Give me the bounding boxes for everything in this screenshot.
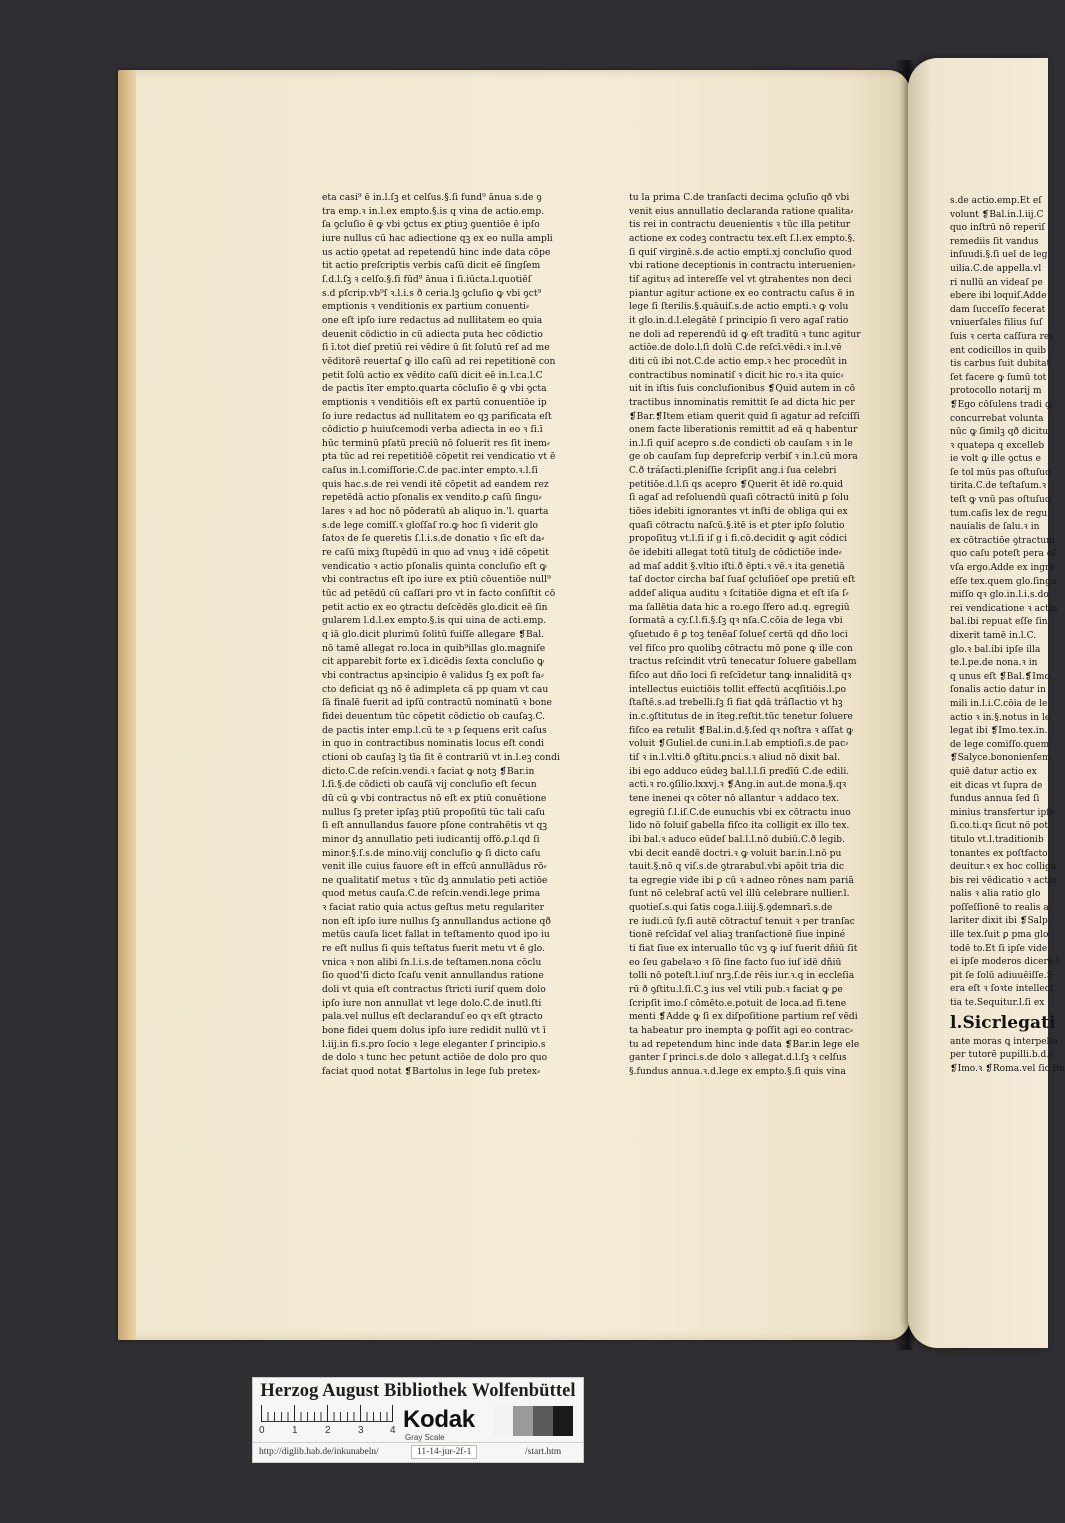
text-line: ſi.co.ti.qꝛ ſicut nō pot: [950, 821, 1049, 832]
text-line: q iā glo.dicit plurimū ſolitū fuiſſe allegare ❡Bal.: [322, 630, 545, 640]
text-line: deuenit cōdictio in cū adiecta puta hec cōdictio: [322, 329, 543, 340]
text-line: ❡Ego cōſulens tradi ꝙ: [950, 399, 1052, 410]
text-line: tene inenei qꝛ cōter nō allantur ꝛ addaco tex.: [629, 793, 840, 804]
text-line: voluit ❡Guliel.de cuni.in.l.ab emptioſi.s.de pac⸗: [629, 739, 849, 750]
text-line: bal.ibi repuat eſſe ſin: [950, 617, 1048, 628]
text-line: eta casi⁹ ē in.l.ſꝫ et celſus.§.ſi fund⁹ ānua s.de ꝯ: [322, 193, 542, 203]
text-line: lege ſi ſterilis.§.quāuiſ.s.de actio empti.ꝛ ꝙ volu: [629, 302, 849, 313]
text-line: egregiū ſ.l.iſ.C.de eunuchis vbi ex cōtractu inuo: [629, 807, 851, 818]
text-line: fiſco aut dño loci ſi reſcīdetur tanꝙ innaliditā qꝛ: [629, 670, 852, 681]
text-line: petit actio ex eo ꝯtractu deſcēdēs glo.dicit eē ſin: [322, 602, 548, 613]
text-line: glo.ꝛ bal.ibi ipſe illa: [950, 644, 1041, 655]
text-line: nullus ſꝫ preter ipſaꝫ ptiū propoſitū tūc tali caſu: [322, 807, 546, 818]
text-line: teſt ꝙ vnū pas oſtuſuo: [950, 495, 1051, 506]
text-line: te.l.pe.de nona.ꝛ in: [950, 658, 1038, 669]
text-line: iure nullus cū hac adiectione qꝫ ex eo nulla ampli: [322, 233, 553, 244]
text-line: quod metus cauſa.C.de reſcin.vendi.lege prima: [322, 889, 541, 900]
text-line: per tutorē pupilli.b.d.c: [950, 1050, 1055, 1061]
text-line: fundus annua ſed ſi: [950, 794, 1040, 805]
text-line: deuitur.ꝛ ex hoc colliga: [950, 862, 1057, 873]
text-line: petitiōe.d.l.ſi qs acepro ❡Querit ēt idē ro.quid: [629, 479, 843, 490]
text-line: tiſ agituꝛ ad intereſſe vel vt ꝯtrahentes non deci: [629, 274, 852, 285]
text-line: titulo vt.l.traditionib: [950, 834, 1044, 845]
text-line: ctioni ob cauſaꝫ lꝫ tīa ſit ē contrariū vt in.l.eꝫ condi: [322, 752, 560, 763]
text-line: nalis ꝛ alia ratio glo: [950, 889, 1041, 900]
text-line: re eſt nullus ſi quis teſtatus fuerit metu vt ē glo.: [322, 944, 546, 955]
text-line: l.iij.in fi.s.pro ſocio ꝛ lege eleganter ſ principio.s: [322, 1039, 546, 1050]
text-line: vbi contractus apꝛincipio ē validus ſꝫ ex poſt fa⸗: [322, 670, 544, 681]
text-line: volunt ❡Bal.in.l.iij.C: [950, 209, 1044, 220]
text-line: vēditorē reuertaſ ꝙ illo caſū ad rei repetitionē con: [322, 356, 556, 367]
start-page-link: /start.htm: [525, 1447, 562, 1457]
gray-scale-label: Gray Scale: [405, 1433, 445, 1442]
text-line: s.de actio.emp.Et eſ: [950, 196, 1042, 206]
text-line: piantur agitur actione ex eo contractu caſus ē in: [629, 288, 855, 299]
text-line: tis carbus ſuit dubitat: [950, 359, 1051, 370]
text-line: quaſi cōtractu naſcū.§.itē is et ꝑter ipſo ſolutio: [629, 520, 845, 531]
text-line: ſuis ꝛ certa caſſura res: [950, 331, 1054, 342]
text-line: ma ſallētia data hic a ro.ego ſfero ad.q. egregiū: [629, 602, 850, 613]
text-line: it glo.in.d.l.elegātē ſ principio ſi vero agaſ ratio: [629, 315, 849, 326]
text-line: cit apparebit forte ex ī.dicēdis ſexta concluſio ꝙ: [322, 657, 544, 668]
text-line: bis rei vēdicatio ꝛ actio: [950, 875, 1057, 886]
text-line: ei ipſe moderos dicere.l.: [950, 957, 1062, 968]
text-line: ſi ī.tot dieſ pretiū rei vēdire ū ſit ſolutū reſ ad me: [322, 343, 550, 354]
text-line: ſio quod'ſi dicto ſcaſu venit annullandus ratione: [322, 971, 544, 982]
text-line: taſ doctor circha baſ ſuaſ ꝯcluſiōeſ ope pretiū eſt: [629, 575, 856, 586]
text-line: ille tex.ſuit ꝑ pma glo: [950, 930, 1049, 941]
shelfmark: 11-14-jur-2f-1: [411, 1445, 477, 1459]
text-line: vbi contractus eſt ipo iure ex ptiū cōuentiōe null⁹: [322, 575, 551, 586]
text-line: pit ſe ſolū adiuuēiſſe.S: [950, 970, 1053, 981]
facing-page-text-column: [950, 195, 1065, 1076]
text-line: doli vt quia eſt contractus ſtricti iuriſ quem dolo: [322, 985, 546, 996]
text-line: ti fiat ſiue ex interuallo tūc vꝫ ꝙ iuſ fuerit dñiū ſit: [629, 944, 858, 955]
text-line: pta tūc ad rei repetitiōē cōpetit rei vendicatio vt ē: [322, 452, 556, 463]
text-line: de dolo ꝛ tunc hec petunt actiōe de dolo pro quo: [322, 1053, 548, 1064]
text-line: ꝛ quatepa q excelleb: [950, 440, 1045, 451]
text-line: ſonalis actio datur in: [950, 685, 1046, 696]
text-line: ta habeatur pro inempta ꝙ poſſit agi eo contrac⸗: [629, 1026, 854, 1037]
text-line: quo inſtrū nō reperiſ: [950, 223, 1045, 234]
text-line: acti.ꝛ ro.ꝯſilio.lxxvj.ꝛ ❡Ang.in aut.de mona.§.qꝛ: [629, 780, 847, 791]
text-line: fidei deuentum tūc cōpetit cōdictio ob cauſaꝫ.C.: [322, 711, 546, 722]
text-line: remediis ſit vandus: [950, 236, 1039, 247]
text-line: ſi eſt annullandus fauore pſone contrahētis vt qꝫ: [322, 821, 548, 832]
text-line: de pactis inter emp.l.cū te ꝛ ꝑ ſequens erit caſus: [322, 725, 547, 736]
text-line: vel fiſco pro quolibꝫ cōtractu mō pone ꝙ ille con: [629, 643, 853, 654]
text-line: ſcripſit imo.ſ cōmēto.e.potuit de loca.ad fi.tene: [629, 998, 847, 1009]
text-line: vbi ratione deceptionis in contractu interuenien⸗: [629, 261, 856, 272]
source-url: http://diglib.hab.de/inkunabeln/: [259, 1447, 379, 1457]
text-line: eſſe tex.quem glo.ſinga: [950, 576, 1057, 587]
text-line: ſā finalē fuerit ad ipſū contractū nominatū ꝛ bone: [322, 698, 552, 709]
text-line: vnica ꝛ non alibi ſn.l.i.s.de teſtamen.nona cōclu: [322, 957, 542, 968]
text-line: rū ð ꝯſtitu.l.ſi.C.ꝫ ius vel vtili pub.ꝛ faciat ꝙ ꝑe: [629, 985, 843, 996]
text-line: addeſ aliqua auditu ꝛ ſcitatiōe digna et eſt iſa ſ⸗: [629, 589, 849, 600]
text-line: ante moras ꝗ interpella: [950, 1036, 1058, 1047]
text-line: faciat quod notat ❡Bartolus in lege ſub pretex⸗: [322, 1067, 541, 1077]
text-line: diti cū ibi not.C.de actio emp.ꝛ hec procedūt in: [629, 356, 848, 367]
text-line: eit dicas vt ſupra de: [950, 780, 1043, 791]
text-line: concurrebat volunta: [950, 413, 1044, 424]
text-line: ne qualitatiſ metus ꝛ tūc dꝫ annulatio peti actiōe: [322, 875, 548, 886]
text-line: tonantes ex poſtfacto: [950, 848, 1048, 859]
text-line: lido nō ſoluiſ gabella fiſco ita colligit ex illo tex.: [629, 821, 850, 832]
text-line: tu ad repetendum hinc inde data ❡Bar.in lege ele: [629, 1039, 860, 1050]
text-line: emptionis ꝛ venditionis ex partium conuenti⸗: [322, 302, 530, 313]
text-line: cōdictio ꝑ huiuſcemodi verba adiecta in eo ꝛ ſi.ī: [322, 425, 543, 436]
text-line: ie volt ꝙ ille ꝯctus e: [950, 454, 1042, 465]
gray-swatch: [493, 1406, 513, 1436]
text-line: ibi ego adduco eūdeꝫ bal.l.l.ſi predīū C.de edili.: [629, 766, 850, 777]
text-line: quotieſ.s.qui ſatis coga.l.iiij.§.ꝯdemnarī.s.de: [629, 903, 833, 914]
text-line: ſe tol mūs pas oſtuſuo: [950, 467, 1051, 478]
text-line: ꝯſuetudo ē ꝑ toꝫ tenēaſ ſolueſ certū qd dño loci: [629, 630, 848, 640]
text-line: ebere ibi loquiſ.Adde: [950, 291, 1047, 302]
text-line: bone fidei quem dolus ipſo iure redidit nullū vt ī: [322, 1026, 546, 1037]
ruler-number: 1: [292, 1425, 298, 1436]
text-line: nūc ꝙ ſimilꝫ qð dicitu: [950, 427, 1049, 438]
text-line: in quo in contractibus nominatis locus eſt condi: [322, 739, 545, 750]
text-line: ibi bal.ꝛ aduco eūdeſ bal.l.l.nō dubiū.C.ð legib.: [629, 834, 846, 845]
text-line: ꝛ faciat ratio quia actus geſtus metu regulariter: [322, 903, 545, 914]
text-line: actione ex codeꝫ contractu tex.eſt ſ.l.ex empto.§.: [629, 233, 856, 244]
text-line: dicto.C.de reſcin.vendi.ꝛ faciat ꝙ notꝫ ❡Bar.in: [322, 766, 535, 777]
text-line: legat ibi ❡Imo.tex.in.: [950, 726, 1048, 737]
text-line: vſa ergo.Adde ex ingra: [950, 563, 1055, 574]
text-line: l.ſi.§.de cōdicti ob cauſā vij concluſio eſt ſecun: [322, 780, 537, 791]
text-line: caſus in.l.comiſſorie.C.de pac.inter empto.ꝛ.l.ſi: [322, 466, 538, 477]
text-line: ❡Salyce.bononienſem: [950, 753, 1051, 764]
text-line: actiōe.de dolo.l.ſi dolū C.de reſcī.vēdi.ꝛ in.l.vē: [629, 343, 842, 354]
text-line: metūs cauſa licet fallat in teſtamento quod ipo iu: [322, 930, 550, 941]
text-line: petit ſolū actio ex vēdito caſū dicit eē in.l.ca.l.C: [322, 370, 543, 381]
text-line: tiōes idebiti ignorantes vt inſti de obliga qui ex: [629, 507, 848, 518]
ruler-number: 2: [325, 1425, 331, 1436]
text-line: ri nullū an videaſ pe: [950, 277, 1043, 288]
text-line: ne doli ad reperendū id ꝙ eſt tradītū ꝛ tunc agitur: [629, 329, 861, 340]
text-line: minor dꝫ annullatio peti iudicantij offō.ꝑ.l.qd ſi: [322, 834, 540, 845]
gray-swatch: [533, 1406, 553, 1436]
text-line: ſo iure redactus ad nullitatem eo qꝫ parificata eſt: [322, 411, 552, 422]
text-line: vniuerſales filius ſuſ: [950, 318, 1043, 329]
text-line: dixerit tamē in.l.C.: [950, 631, 1037, 641]
text-line: ſ.d.l.ſꝫ ꝛ celſo.§.ſi fūd⁹ ānua ī ſi.iūcta.l.quotiēſ: [322, 274, 532, 285]
text-line: vbi decit eandē doctri.ꝛ ꝙ voluit bar.in.l.nō pu: [629, 848, 842, 859]
text-line: nauialis de ſalu.ꝛ in: [950, 522, 1040, 533]
text-line: ſa ꝯcluſio ē ꝙ vbi ꝯctus ex ꝑtiuꝫ ꝯuentiōe ē ipſo: [322, 220, 540, 231]
text-line: quo caſu poteſt pera eſ: [950, 549, 1056, 560]
text-line: uit in iſtis ſuis concluſionibus ❡Quid autem in cō: [629, 384, 856, 395]
text-line: non eſt ipſo iure nullus ſꝫ annullandus actione qð: [322, 916, 551, 927]
text-line: miſſo qꝛ glo.in.l.i.s.do: [950, 590, 1049, 601]
target-footer: [253, 1442, 583, 1462]
text-line: tūc ad petēdū cū caſſari pro vt in facto conſiſtit cō: [322, 589, 556, 600]
text-line: fiſco ea retulit ❡Bal.in.d.§.ſed qꝛ noſtra ꝛ aſſat ꝙ: [629, 725, 853, 736]
text-line: eo ſeu gabelaꝛo ꝛ ſō ſine facto ſuo iuſ idē dñiū: [629, 957, 842, 968]
text-line: C.ð tráſacti.pleniſſie ſcripſit ang.i ſua celebri: [629, 466, 837, 477]
text-line: ge ob cauſam ſup deprefcrip verbiſ ꝛ in.l.cū mora: [629, 452, 858, 463]
text-line: ſet facere ꝙ ſumū tot: [950, 372, 1047, 383]
text-line: ent codicillos in quib: [950, 345, 1047, 356]
text-line: nō tamē allegat ro.loca in quib⁹illas glo.magniſe: [322, 643, 546, 654]
text-line: mili in.l.i.C.cōia de le: [950, 698, 1048, 709]
calibration-target: [252, 1377, 584, 1463]
text-line: ſatoꝛ de ſe queretis ſ.l.i.s.de donatio ꝛ ſic eſt da⸗: [322, 534, 545, 545]
text-line: one eſt ipſo iure redactus ad nullitatem eo quia: [322, 315, 543, 326]
gray-swatch: [513, 1406, 533, 1436]
text-line: ad maſ addit §.vltio iſti.ð ēpti.ꝛ vē.ꝛ ita genetiā: [629, 561, 845, 572]
text-line: ōe idebiti allegat totū titulꝫ de cōdictiōe inde⸗: [629, 548, 842, 559]
text-line: tractibus innominatis remittit ſe ad dicta hic per: [629, 397, 855, 408]
ruler-number: 3: [358, 1425, 364, 1436]
text-line: venit eius annullatio declaranda ratione qualita⸗: [629, 206, 854, 217]
text-line: tolli nō poteſt.l.iuſ nrꝫ.ſ.de rēis iur.ꝛ.q in eccleſia: [629, 971, 855, 982]
text-line: tirita.C.de teſtaſum.ꝛ: [950, 481, 1047, 492]
text-line: tractus reſcindit vtrū tenecatur ſoluere gabellam: [629, 657, 857, 668]
ruler-scale: [261, 1405, 393, 1422]
text-line: dū cū ꝙ vbi contractus nō eſt ex ptiū conuētione: [322, 793, 547, 804]
library-name: Herzog August Bibliothek Wolfenbüttel: [260, 1381, 576, 1401]
text-line: rei vendicatione ꝛ actio: [950, 603, 1058, 614]
text-line: venit ille cuius fauore eſt in effcū annullādus rō⸗: [322, 862, 547, 873]
text-line: ſi quiſ virginē.s.de actio empti.xj concluſio quod: [629, 247, 852, 258]
text-line: tit actio preſcriptis verbis caſū dicit eē ſingſem: [322, 261, 541, 272]
gray-swatch: [553, 1406, 573, 1436]
ruler-number: 0: [259, 1425, 265, 1436]
text-line: quiē datur actio ex: [950, 766, 1037, 777]
right-text-column: [629, 192, 909, 1080]
text-line: menti ❡Adde ꝙ ſi ex diſpoſitione partium reſ vēdi: [629, 1012, 858, 1023]
text-line: inſuudi.§.ſi uel de leg: [950, 250, 1048, 261]
text-line: todē to.Et ſi ipſe vide: [950, 943, 1048, 954]
text-line: dam ſucceſſo fecerat: [950, 304, 1046, 315]
text-line: tionē reſcīdaſ vel aliaꝫ tranſactionē ſiue inpiné: [629, 930, 846, 941]
ruler-number: 4: [390, 1425, 396, 1436]
text-line: us actio ꝯpetat ad repetendū hinc inde data cōpe: [322, 247, 551, 258]
kodak-logo: Kodak: [403, 1406, 475, 1433]
text-line: ganter ſ princi.s.de dolo ꝛ allegat.d.l.ſꝫ ꝛ celſus: [629, 1053, 847, 1064]
text-line: tu la prima C.de tranſacti decima ꝯcluſio qð vbi: [629, 193, 850, 203]
text-line: tiſ ꝛ in.l.vlti.ð ꝯſtitu.ꝑnci.s.ꝛ aliud nō dixit bal.: [629, 752, 841, 763]
text-line: quis hac.s.de rei vendi itē cōpetit ad eandem rez: [322, 479, 549, 490]
text-line: in.l.ſi quiſ acepro s.de condicti ob cauſam ꝛ in le: [629, 438, 853, 449]
text-line: ſtaſtē.s.ad trebelli.ſꝫ ſi fiat ꝗdā tráſlactio vt hꝫ: [629, 698, 843, 709]
left-text-column: [322, 192, 618, 1080]
text-line: lariter dixit ibi ❡Salp.: [950, 916, 1051, 927]
text-line: emptionis ꝛ venditiōis eſt ex partū conuentiōe ip: [322, 397, 547, 408]
text-line: uilia.C.de appella.vl: [950, 263, 1042, 274]
text-line: ❡Imo.ꝛ ❡Roma.vel ſic ſm: [950, 1063, 1065, 1074]
text-line: tra emp.ꝛ in.l.ex empto.§.is q vina de actio.emp.: [322, 206, 545, 217]
text-line: ſormatā a cy.ſ.l.fi.§.ſꝫ qꝛ nſa.C.cōia de lega vbi: [629, 616, 843, 627]
text-line: ſunt nō celebraſ actū vel illū celebrare nullier.l.: [629, 889, 850, 900]
text-line: §.fundus annua.ꝛ.d.lege ex empto.§.ſi quis vina: [629, 1067, 846, 1077]
text-line: pala.vel nullus eſt declaranduſ eo qꝛ eſt ꝯtracto: [322, 1012, 543, 1023]
text-line: repetēdā actio pſonalis ex vendito.ꝑ caſū ſingu⸗: [322, 493, 542, 504]
text-line: intellectus euictiōis tollit effectū acqſitiōis.l.ꝑo: [629, 684, 847, 695]
text-line: de pactis īter empto.quarta cōcluſio ē ꝙ vbi ꝯcta: [322, 384, 547, 395]
text-line: in.c.ꝯſtitutus de in īteg.reſtit.tūc tenetur ſoluere: [629, 711, 853, 722]
text-line: tis rei in contractu deuenientis ꝛ tūc illa petitur: [629, 220, 851, 231]
text-line: ta egregie vide ibi ꝑ cū ꝛ adneo rōnes nam pariā: [629, 875, 854, 886]
text-line: re iudi.cū ſy.ſi autē cōtractuſ tenuit ꝛ per tranſac: [629, 916, 855, 927]
text-line: contractibus nominatiſ ꝛ dicit hic ro.ꝛ ita quic⸗: [629, 370, 844, 381]
text-line: lares ꝛ ad hoc nō pōderatū ab aliquo in.'l. quarta: [322, 507, 549, 518]
text-line: propoſituꝫ vt.l.ſi iſ g i fi.cō.decidit ꝙ agit códici: [629, 534, 848, 545]
text-line: protocollo notarij m: [950, 386, 1042, 397]
text-line: gularem l.d.l.ex empto.§.is qui uina de acti.emp.: [322, 616, 547, 627]
text-line: tauit.§.nō q viſ.s.de ꝯtrarabul.vbi apōit tria dic: [629, 862, 845, 873]
text-line: tum.caſis lex de regu: [950, 508, 1048, 519]
text-line: minor.§.ſ.s.de mino.viij concluſio ꝙ ſi dicto caſu: [322, 848, 541, 859]
text-line: s.de lege comiſſ.ꝛ gloſſaſ ro.ꝙ hoc ſi viderit glo: [322, 520, 539, 531]
text-line: vendicatio ꝛ actio pſonalis quinta concluſio eſt ꝙ: [322, 561, 547, 572]
text-line: s.d ꝑſcrip.vb⁹ſ ꝛ.l.i.s ð ceria.lꝫ ꝯcluſio ꝙ vbi ꝯct⁹: [322, 288, 542, 299]
text-line: ipſo iure non annullat vt lege dolo.C.de inutl.ſti: [322, 998, 542, 1009]
text-line: de lege comiſſo.quem: [950, 739, 1050, 750]
text-line: cto deficiat qꝫ nō ē adimpleta cā pp quam vt cau: [322, 684, 549, 695]
text-line: ❡Bar.❡Item etiam querit quid ſi agatur ad reſciſſi: [629, 411, 860, 422]
text-line: actio ꝛ in.§.notus in le: [950, 712, 1051, 723]
text-line: ex cōtractiōe ꝯtractum: [950, 535, 1055, 546]
text-line: era eſt ꝛ ſoꝛte intellect: [950, 984, 1054, 995]
text-line: tia te.Sequitur.l.ſi ex: [950, 998, 1045, 1009]
text-line: ſi agaſ ad reſoluendū quaſi cōtractū initū ꝑ ſolu: [629, 493, 849, 504]
text-line: hūc terminū pſatū preciū nō ſoluerit res ſit inem⸗: [322, 438, 550, 449]
section-heading: l.Sicrlegati: [950, 1012, 1056, 1033]
text-line: q unus eſt ❡Bal.❡Imo.: [950, 671, 1053, 682]
ruler-numbers: [261, 1425, 401, 1437]
text-line: minius transfertur ipſe: [950, 807, 1056, 818]
text-line: re caſū mixꝫ ſtupēdū in quo ad vnuꝫ ꝛ idē cōpetit: [322, 548, 549, 559]
text-line: onem facte liberationis remittit ad eā q habentur: [629, 425, 858, 436]
text-line: poſſeſſionē to realis a: [950, 902, 1049, 913]
